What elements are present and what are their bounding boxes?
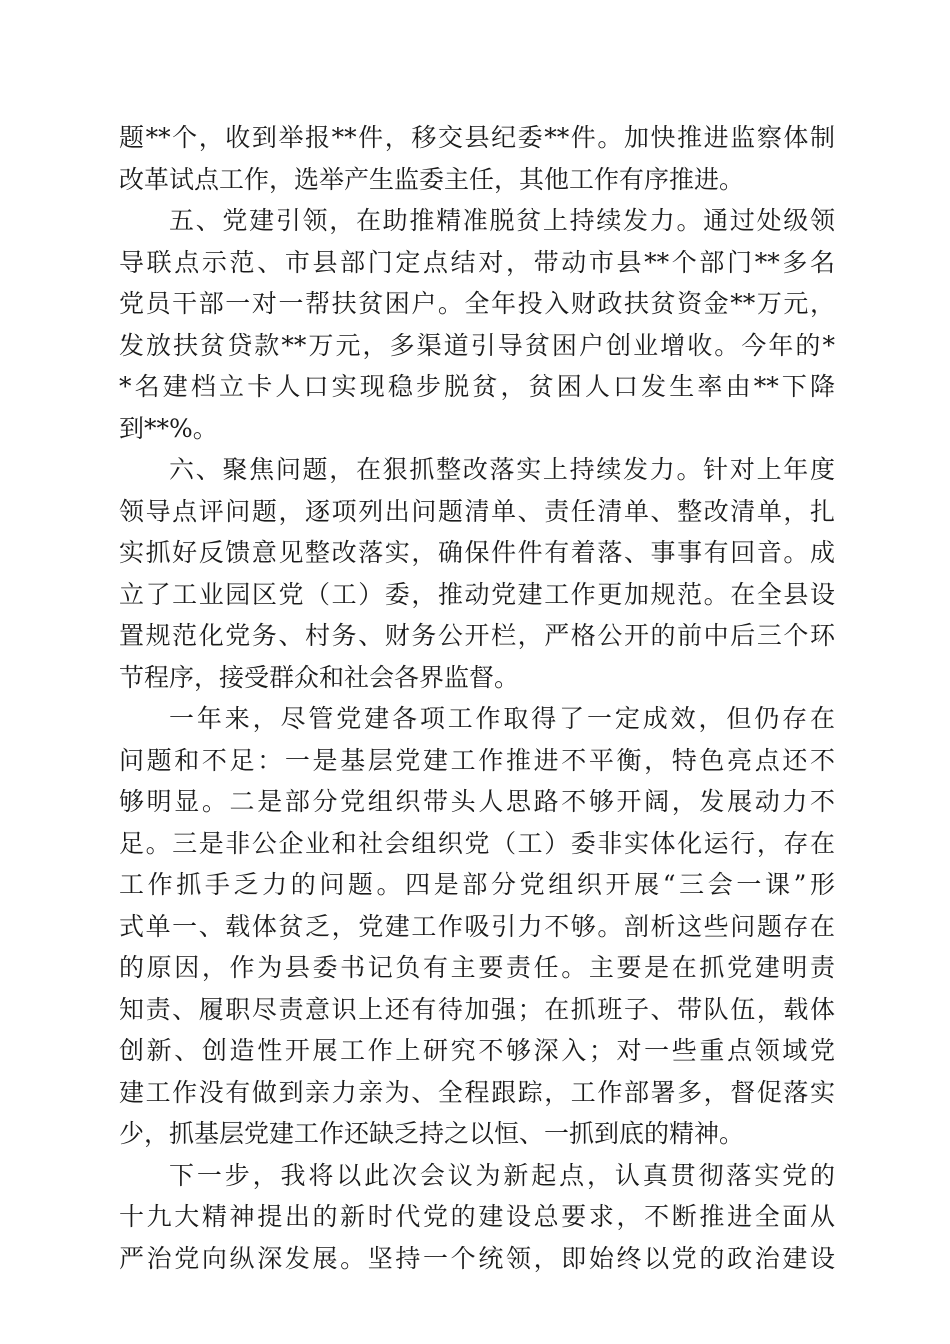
text-line: 六、聚焦问题，在狠抓整改落实上持续发力。针对上年度 [169,455,835,484]
text-line: 够明显。二是部分党组织带头人思路不够开阔，发展动力不 [119,787,835,816]
text-line: 建工作没有做到亲力亲为、全程跟踪，工作部署多，督促落实 [119,1077,835,1107]
text-line: 问题和不足：一是基层党建工作推进不平衡，特色亮点还不 [119,745,835,775]
text-line: 知责、履职尽责意识上还有待加强；在抓班子、带队伍，载体 [119,994,835,1024]
text-line: 发放扶贫贷款**万元，多渠道引导贫困户创业增收。今年的* [119,330,835,360]
body-text [119,117,835,1279]
text-line: 足。三是非公企业和社会组织党（工）委非实体化运行，存在 [119,828,835,858]
text-line: 工作抓手乏力的问题。四是部分党组织开展“三会一课”形 [119,870,835,899]
text-line: 改革试点工作，选举产生监委主任，其他工作有序推进。 [119,164,745,194]
text-line: 节程序，接受群众和社会各界监督。 [119,662,520,692]
text-line: 领导点评问题，逐项列出问题清单、责任清单、整改清单，扎 [119,496,835,526]
text-line: 的原因，作为县委书记负有主要责任。主要是在抓党建明责 [119,953,835,982]
text-line: 导联点示范、市县部门定点结对，带动市县**个部门**多名 [119,247,835,277]
text-line: 到**%。 [119,413,218,443]
text-line: 立了工业园区党（工）委，推动党建工作更加规范。在全县设 [119,579,835,609]
text-line: 一年来，尽管党建各项工作取得了一定成效，但仍存在 [169,704,835,733]
text-line: 实抓好反馈意见整改落实，确保件件有着落、事事有回音。成 [119,538,835,567]
text-line: 严治党向纵深发展。坚持一个统领，即始终以党的政治建设 [119,1243,835,1273]
text-line: *名建档立卡人口实现稳步脱贫，贫困人口发生率由**下降 [119,372,835,401]
text-line: 创新、创造性开展工作上研究不够深入；对一些重点领域党 [119,1036,835,1065]
text-line: 题**个，收到举报**件，移交县纪委**件。加快推进监察体制 [119,123,835,152]
text-line: 十九大精神提出的新时代党的建设总要求，不断推进全面从 [119,1202,835,1231]
text-line: 置规范化党务、村务、财务公开栏，严格公开的前中后三个环 [119,621,835,650]
text-line: 党员干部一对一帮扶贫困户。全年投入财政扶贫资金**万元， [119,289,835,318]
text-line: 少，抓基层党建工作还缺乏持之以恒、一抓到底的精神。 [119,1119,745,1148]
text-line: 下一步，我将以此次会议为新起点，认真贯彻落实党的 [169,1160,835,1190]
text-line: 式单一、载体贫乏，党建工作吸引力不够。剖析这些问题存在 [119,911,835,941]
text-line: 五、党建引领，在助推精准脱贫上持续发力。通过处级领 [169,206,835,235]
